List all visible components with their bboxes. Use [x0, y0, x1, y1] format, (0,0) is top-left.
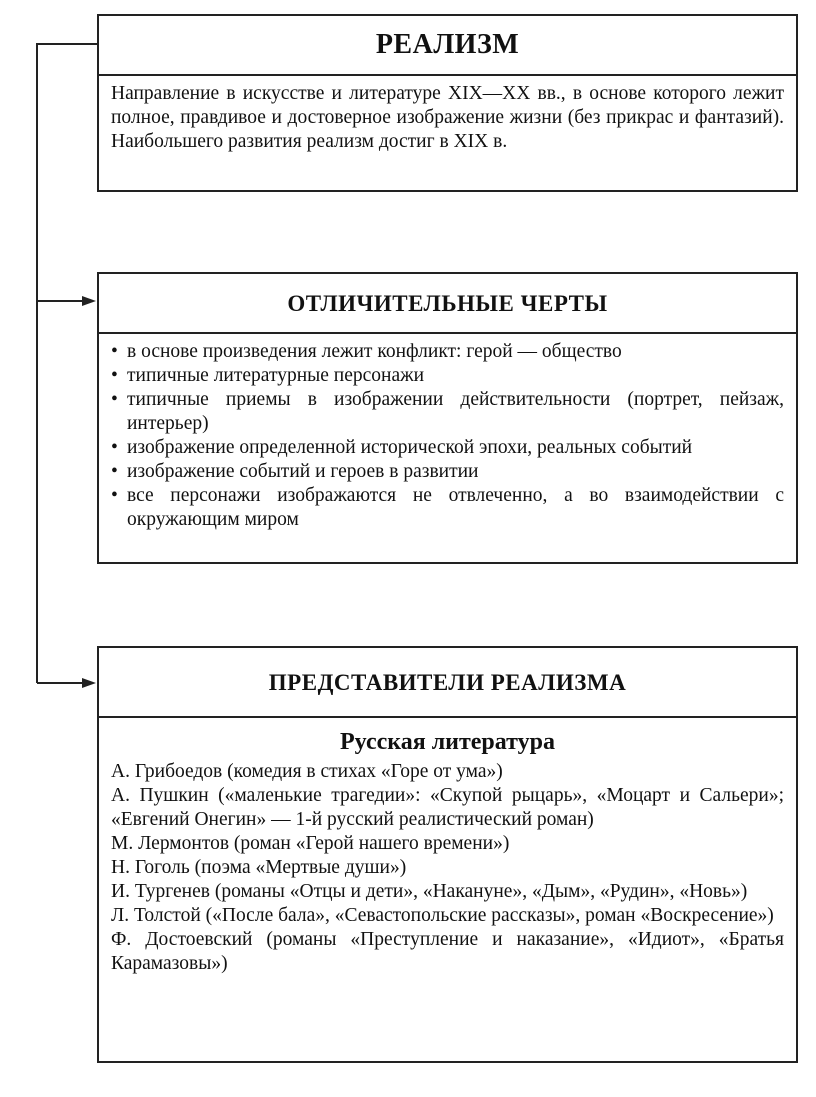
features-box — [97, 272, 798, 564]
feature-item: • все персонажи изображаются не отвлеченно, а во взаимодействии с окружающим миром — [111, 484, 784, 532]
representatives-subtitle: Русская литература — [340, 729, 555, 755]
realism-box — [97, 14, 798, 192]
arrow-to-features — [82, 296, 96, 306]
representative-item: М. Лермонтов (роман «Герой нашего времени») — [111, 833, 510, 854]
representatives-list — [111, 760, 784, 976]
representative-item: Л. Толстой («После бала», «Севастопольские рассказы», роман «Воскресение») — [111, 905, 774, 926]
features-title: ОТЛИЧИТЕЛЬНЫЕ ЧЕРТЫ — [99, 274, 796, 334]
arrow-to-representatives — [82, 678, 96, 688]
feature-item: • изображение определенной исторической эпохи, реальных событий — [111, 436, 784, 460]
connector-trunk — [37, 44, 97, 683]
representative-item: Ф. Достоевский (романы «Преступление и наказание», «Идиот», «Братья Карамазовы») — [111, 929, 784, 974]
representatives-box — [97, 646, 798, 1063]
realism-title: РЕАЛИЗМ — [99, 16, 796, 76]
feature-item: • типичные литературные персонажи — [111, 364, 784, 388]
representative-item: А. Грибоедов (комедия в стихах «Горе от ума») — [111, 761, 503, 782]
feature-item: • в основе произведения лежит конфликт: герой — общество — [111, 340, 784, 364]
realism-definition: Направление в искусстве и литературе XIX—XX вв., в основе которого лежит полное, правдивое и достоверное изображение жизни (без прикрас и фантазий). Наибольшего развития реализм достиг в XIX в. — [111, 83, 784, 152]
representatives-title: ПРЕДСТАВИТЕЛИ РЕАЛИЗМА — [99, 648, 796, 718]
representative-item: А. Пушкин («маленькие трагедии»: «Скупой рыцарь», «Моцарт и Сальери»; «Евгений Онегин» — 1-й русский реалистический роман) — [111, 785, 784, 830]
feature-item: • типичные приемы в изображении действительности (портрет, пейзаж, интерьер) — [111, 388, 784, 436]
representative-item: Н. Гоголь (поэма «Мертвые души») — [111, 857, 407, 878]
features-list — [111, 340, 784, 532]
feature-item: • изображение событий и героев в развитии — [111, 460, 784, 484]
representative-item: И. Тургенев (романы «Отцы и дети», «Накануне», «Дым», «Рудин», «Новь») — [111, 881, 748, 902]
